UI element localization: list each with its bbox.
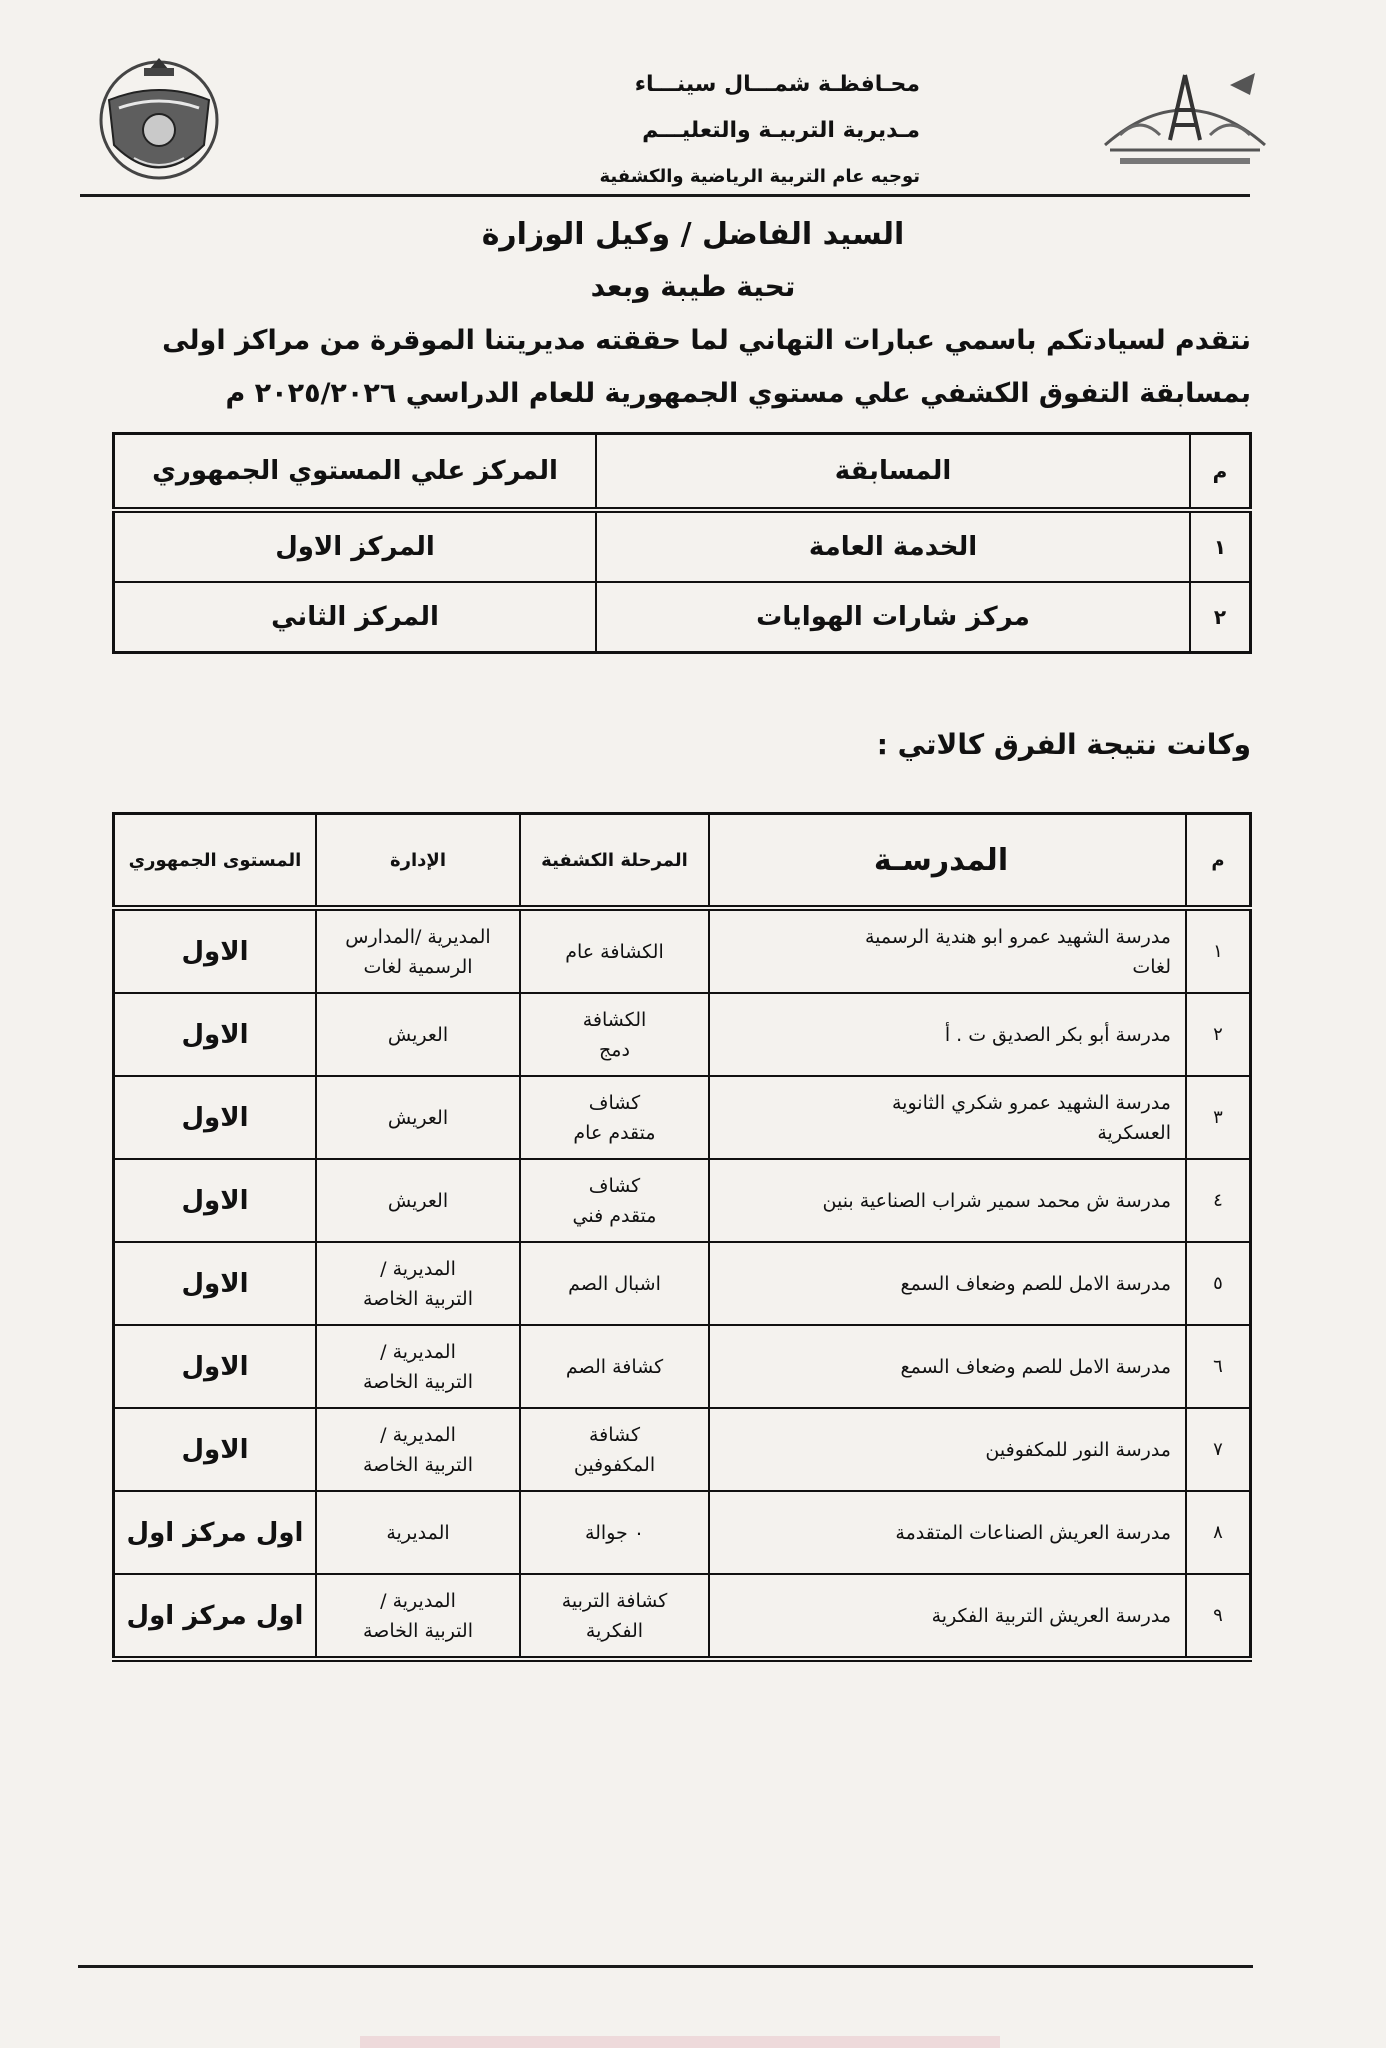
row-num: ٥ [1186, 1242, 1251, 1325]
stage-line-1: كشاف [588, 1091, 641, 1114]
table-header-row [114, 814, 1251, 909]
row-admin [316, 1076, 520, 1159]
row-stage [520, 1491, 709, 1574]
header-block [470, 62, 920, 200]
admin-line-2: التربية الخاصة [363, 1370, 473, 1393]
admin-line-1: المديرية /المدارس [345, 925, 491, 948]
row-num: ٢ [1190, 582, 1251, 653]
row-stage [520, 1574, 709, 1659]
stage-line-1: كشاف [588, 1174, 641, 1197]
admin-line-1: العريش [387, 1106, 449, 1129]
row-school [709, 1491, 1186, 1574]
admin-line-1: المديرية / [380, 1257, 456, 1280]
table-row [114, 510, 1251, 582]
admin-line-1: المديرية / [380, 1589, 456, 1612]
row-school [709, 1325, 1186, 1408]
school-line-2: العسكرية [1097, 1121, 1171, 1144]
row-admin [316, 1491, 520, 1574]
table-row [114, 908, 1251, 993]
row-stage [520, 1076, 709, 1159]
row-stage [520, 1159, 709, 1242]
directorate-title: مـديرية التربيـة والتعليـــم [642, 118, 920, 143]
row-school [709, 1408, 1186, 1491]
row-level: الاول [114, 993, 317, 1076]
header-divider [80, 194, 1250, 197]
col-header-school: المدرسـة [709, 814, 1186, 909]
row-level: الاول [114, 1159, 317, 1242]
row-school [709, 908, 1186, 993]
row-admin [316, 993, 520, 1076]
stage-line-1: الكشافة [582, 1008, 647, 1031]
col-header-stage: المرحلة الكشفية [520, 814, 709, 909]
salutation: السيد الفاضل / وكيل الوزارة [481, 217, 905, 252]
department-title: توجيه عام التربية الرياضية والكشفية [599, 166, 920, 187]
table-row [114, 1574, 1251, 1659]
row-admin [316, 1242, 520, 1325]
teams-caption: وكانت نتيجة الفرق كالاتي : [876, 728, 1251, 761]
row-stage [520, 1242, 709, 1325]
admin-line-1: المديرية / [380, 1340, 456, 1363]
table-row [114, 1491, 1251, 1574]
row-num: ٣ [1186, 1076, 1251, 1159]
col-header-num: م [1186, 814, 1251, 909]
stage-line-2: الفكرية [585, 1619, 644, 1642]
school-line-1: مدرسة الامل للصم وضعاف السمع [900, 1272, 1171, 1295]
admin-line-2: التربية الخاصة [363, 1619, 473, 1642]
row-level: اول مركز اول [114, 1574, 317, 1659]
stage-line-2: دمج [599, 1038, 630, 1061]
row-competition: الخدمة العامة [596, 510, 1190, 582]
row-level: اول مركز اول [114, 1491, 317, 1574]
row-school [709, 1076, 1186, 1159]
school-line-1: مدرسة الشهيد عمرو شكري الثانوية [892, 1091, 1171, 1114]
row-num: ٩ [1186, 1574, 1251, 1659]
stage-line-2: متقدم فني [572, 1204, 657, 1227]
school-line-1: مدرسة الشهيد عمرو ابو هندية الرسمية [864, 925, 1171, 948]
stage-line-1: اشبال الصم [568, 1272, 661, 1295]
intro-line-1: نتقدم لسيادتكم باسمي عبارات التهاني لما حققته مديريتنا الموقرة من مراكز اولى [162, 325, 1251, 356]
intro-line-2: بمسابقة التفوق الكشفي علي مستوي الجمهورية للعام الدراسي ٢٠٢٥/٢٠٢٦ م [225, 378, 1251, 409]
table-row [114, 1159, 1251, 1242]
stage-line-1: كشافة التربية [561, 1589, 668, 1612]
row-num: ٢ [1186, 993, 1251, 1076]
table-row [114, 1076, 1251, 1159]
school-line-1: مدرسة النور للمكفوفين [985, 1438, 1171, 1461]
table-row [114, 1325, 1251, 1408]
education-directorate-emblem-icon [1090, 55, 1280, 175]
admin-line-1: المديرية [386, 1521, 450, 1544]
admin-line-2: التربية الخاصة [363, 1287, 473, 1310]
stage-line-2: متقدم عام [573, 1121, 656, 1144]
row-admin [316, 1159, 520, 1242]
row-admin [316, 1325, 520, 1408]
row-school [709, 1242, 1186, 1325]
stage-line-1: كشافة الصم [565, 1355, 664, 1378]
greeting: تحية طيبة وبعد [590, 270, 796, 303]
row-num: ٨ [1186, 1491, 1251, 1574]
school-line-1: مدرسة الامل للصم وضعاف السمع [900, 1355, 1171, 1378]
row-school [709, 1159, 1186, 1242]
col-header-level: المستوى الجمهوري [114, 814, 317, 909]
row-level: الاول [114, 1076, 317, 1159]
row-stage [520, 993, 709, 1076]
row-rank: المركز الاول [114, 510, 597, 582]
row-stage [520, 1325, 709, 1408]
table-row [114, 993, 1251, 1076]
col-header-rank: المركز علي المستوي الجمهوري [114, 434, 597, 511]
governorate-title: محـافظـة شمـــال سينـــاء [634, 72, 920, 97]
row-admin [316, 908, 520, 993]
page-edge-tint [360, 2036, 1000, 2048]
row-num: ٦ [1186, 1325, 1251, 1408]
teams-results-table [112, 812, 1252, 1662]
row-level: الاول [114, 1242, 317, 1325]
table-row [114, 1242, 1251, 1325]
school-line-1: مدرسة العريش التربية الفكرية [931, 1604, 1171, 1627]
row-school [709, 993, 1186, 1076]
admin-line-2: التربية الخاصة [363, 1453, 473, 1476]
col-header-num: م [1190, 434, 1251, 511]
col-header-admin: الإدارة [316, 814, 520, 909]
row-admin [316, 1408, 520, 1491]
row-level: الاول [114, 1325, 317, 1408]
admin-line-1: العريش [387, 1023, 449, 1046]
admin-line-1: المديرية / [380, 1423, 456, 1446]
stage-line-2: المكفوفين [573, 1453, 656, 1476]
stage-line-1: كشافة [588, 1423, 641, 1446]
row-stage [520, 908, 709, 993]
row-num: ١ [1186, 908, 1251, 993]
table-header-row [114, 434, 1251, 511]
admin-line-1: العريش [387, 1189, 449, 1212]
row-num: ٧ [1186, 1408, 1251, 1491]
school-line-1: مدرسة العريش الصناعات المتقدمة [895, 1521, 1171, 1544]
row-competition: مركز شارات الهوايات [596, 582, 1190, 653]
table-row [114, 582, 1251, 653]
school-line-2: لغات [1132, 955, 1171, 978]
row-num: ٤ [1186, 1159, 1251, 1242]
col-header-competition: المسابقة [596, 434, 1190, 511]
row-level: الاول [114, 1408, 317, 1491]
row-level: الاول [114, 908, 317, 993]
row-admin [316, 1574, 520, 1659]
physical-education-emblem-icon [84, 50, 234, 200]
stage-line-1: ٠ جوالة [584, 1521, 645, 1544]
school-line-1: مدرسة ش محمد سمير شراب الصناعية بنين [822, 1189, 1171, 1212]
table-row [114, 1408, 1251, 1491]
competition-results-table [112, 432, 1252, 654]
admin-line-2: الرسمية لغات [363, 955, 473, 978]
row-rank: المركز الثاني [114, 582, 597, 653]
row-school [709, 1574, 1186, 1659]
row-num: ١ [1190, 510, 1251, 582]
row-stage [520, 1408, 709, 1491]
stage-line-1: الكشافة عام [565, 940, 664, 963]
school-line-1: مدرسة أبو بكر الصديق ت . أ [944, 1023, 1171, 1046]
footer-divider [78, 1965, 1253, 1968]
